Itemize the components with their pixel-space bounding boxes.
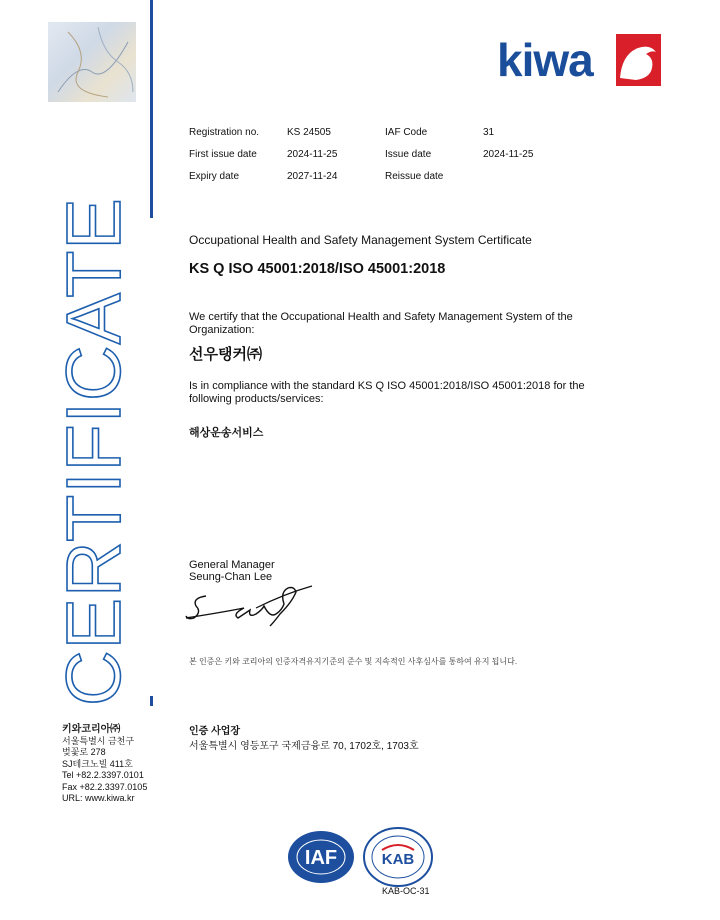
decorative-photo	[48, 22, 136, 102]
iaf-code-value: 31	[483, 127, 495, 138]
compliance-text: Is in compliance with the standard KS Q ISO 45001:2018/ISO 45001:2018 for the following products/services:	[189, 380, 585, 405]
certified-site-address: 서울특별시 영등포구 국제금융로 70, 1702호, 1703호	[189, 741, 419, 752]
vertical-divider-line-lower	[150, 696, 153, 706]
vertical-divider-line	[150, 0, 153, 218]
first-issue-value: 2024-11-25	[287, 149, 338, 160]
expiry-date-value: 2027-11-24	[287, 171, 338, 182]
issuer-url: URL: www.kiwa.kr	[62, 793, 135, 803]
issuer-fax: Fax +82.2.3397.0105	[62, 781, 148, 792]
registration-value: KS 24505	[287, 127, 331, 138]
registration-label: Registration no.	[189, 127, 260, 138]
reissue-date-label: Reissue date	[385, 171, 444, 182]
certified-site-block	[189, 724, 419, 754]
issuer-address-line: 벚꽃로 278	[62, 747, 106, 757]
iaf-code-label: IAF Code	[385, 127, 428, 138]
scope-of-services: 해상운송서비스	[189, 427, 264, 439]
issuer-name: 키와코리아㈜	[62, 724, 121, 735]
expiry-date-label: Expiry date	[189, 171, 240, 182]
issue-date-label: Issue date	[385, 149, 432, 160]
kab-code: KAB-OC-31	[382, 886, 430, 896]
certify-text: We certify that the Occupational Health and Safety Management System of the Organization:	[189, 311, 573, 336]
kab-mark-text: KAB	[381, 851, 415, 868]
signatory-block	[189, 559, 275, 583]
issue-date-value: 2024-11-25	[483, 149, 534, 160]
issuer-phone: Tel +82.2.3397.0101	[62, 770, 144, 780]
kiwa-logo	[497, 34, 661, 86]
organization-name: 선우탱커㈜	[189, 346, 262, 363]
kiwa-logo-red-block	[616, 34, 661, 86]
issuer-address-line: 서울특별시 금천구	[62, 735, 135, 746]
system-title: Occupational Health and Safety Management System Certificate	[189, 233, 532, 247]
kab-accreditation-seal	[362, 826, 434, 888]
kiwa-logo-text: kiwa	[497, 34, 593, 86]
first-issue-label: First issue date	[189, 149, 257, 160]
certificate-vertical-title: CERTIFICATE	[51, 197, 137, 706]
signatory-name: Seung-Chan Lee	[189, 571, 273, 583]
iaf-accreditation-seal	[287, 830, 355, 884]
standard-title: KS Q ISO 45001:2018/ISO 45001:2018	[189, 261, 446, 277]
certified-site-label: 인증 사업장	[189, 726, 241, 737]
issuer-address-line: SJ테크노빌 411호	[62, 758, 133, 769]
issuer-address-block	[62, 724, 147, 805]
handwritten-signature	[184, 584, 314, 628]
iaf-mark-text: IAF	[304, 847, 338, 869]
maintenance-notice: 본 인증은 키와 코리아의 인증자격유지기준의 준수 및 지속적인 사후심사를 통하여 유지 됩니다.	[189, 657, 518, 666]
signatory-title: General Manager	[189, 559, 275, 571]
